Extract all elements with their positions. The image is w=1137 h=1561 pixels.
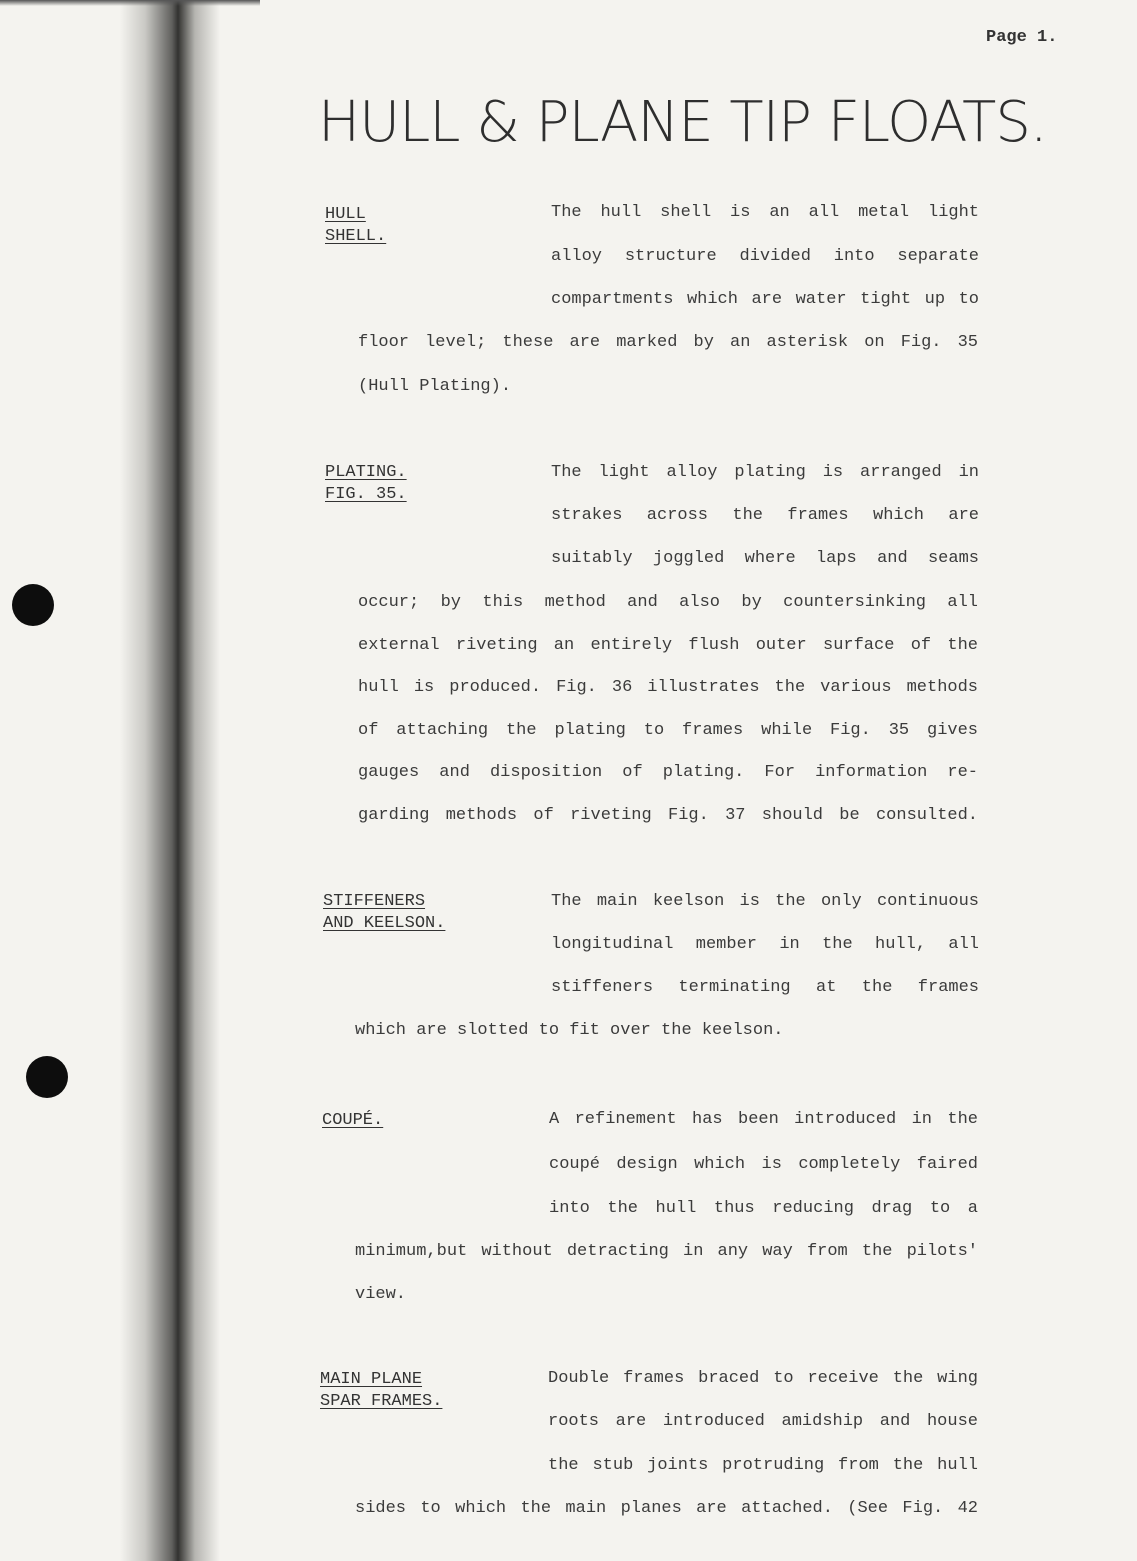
page-title: HULL & PLANE TIP FLOATS. <box>318 90 1047 155</box>
punch-hole-upper <box>12 584 54 626</box>
body-line: floor level; these are marked by an asterisk on Fig. 35 <box>358 333 978 352</box>
body-line: occur; by this method and also by countersinking all <box>358 593 978 612</box>
body-line: stiffeners terminating at the frames <box>551 978 979 997</box>
heading-line: COUPÉ. <box>322 1111 384 1130</box>
body-line: strakes across the frames which are <box>551 506 979 525</box>
body-line: (Hull Plating). <box>358 377 512 396</box>
section-heading-plating <box>325 462 407 506</box>
body-line: gauges and disposition of plating. For information re- <box>358 763 978 782</box>
body-line: longitudinal member in the hull, all <box>551 935 979 954</box>
heading-line: SPAR FRAMES. <box>320 1392 443 1411</box>
section-heading-coupe <box>322 1110 383 1132</box>
body-line: The hull shell is an all metal light <box>551 203 979 222</box>
body-line: of attaching the plating to frames while Fig. 35 gives <box>358 721 978 740</box>
body-line: external riveting an entirely flush outer surface of the <box>358 636 978 655</box>
section-heading-hull-shell <box>325 204 386 248</box>
body-line: suitably joggled where laps and seams <box>551 549 979 568</box>
body-line: sides to which the main planes are attached. (See Fig. 42 <box>355 1499 978 1518</box>
body-line: which are slotted to fit over the keelson. <box>355 1021 784 1040</box>
body-line: minimum,but without detracting in any way from the pilots' <box>355 1242 978 1261</box>
body-line: alloy structure divided into separate <box>551 247 979 266</box>
heading-line: STIFFENERS <box>323 892 426 911</box>
body-line: the stub joints protruding from the hull <box>548 1456 978 1475</box>
body-line: view. <box>355 1285 407 1304</box>
heading-line: FIG. 35. <box>325 485 407 504</box>
heading-line: HULL <box>325 205 366 224</box>
body-line: Double frames braced to receive the wing <box>548 1369 978 1388</box>
binder-shadow <box>120 0 220 1561</box>
body-line: compartments which are water tight up to <box>551 290 979 309</box>
body-line: garding methods of riveting Fig. 37 should be consulted. <box>358 806 978 825</box>
section-heading-spar-frames <box>320 1369 442 1413</box>
top-edge-mark <box>0 0 260 6</box>
page-number: Page 1. <box>986 28 1058 47</box>
body-line: into the hull thus reducing drag to a <box>549 1199 978 1218</box>
punch-hole-lower <box>26 1056 68 1098</box>
section-heading-stiffeners <box>323 891 445 935</box>
heading-line: AND KEELSON. <box>323 914 446 933</box>
body-line: A refinement has been introduced in the <box>549 1110 978 1129</box>
body-line: The main keelson is the only continuous <box>551 892 979 911</box>
heading-line: PLATING. <box>325 463 407 482</box>
body-line: The light alloy plating is arranged in <box>551 463 979 482</box>
body-line: hull is produced. Fig. 36 illustrates the various methods <box>358 678 978 697</box>
heading-line: MAIN PLANE <box>320 1370 423 1389</box>
heading-line: SHELL. <box>325 227 387 246</box>
body-line: coupé design which is completely faired <box>549 1155 978 1174</box>
body-line: roots are introduced amidship and house <box>548 1412 978 1431</box>
